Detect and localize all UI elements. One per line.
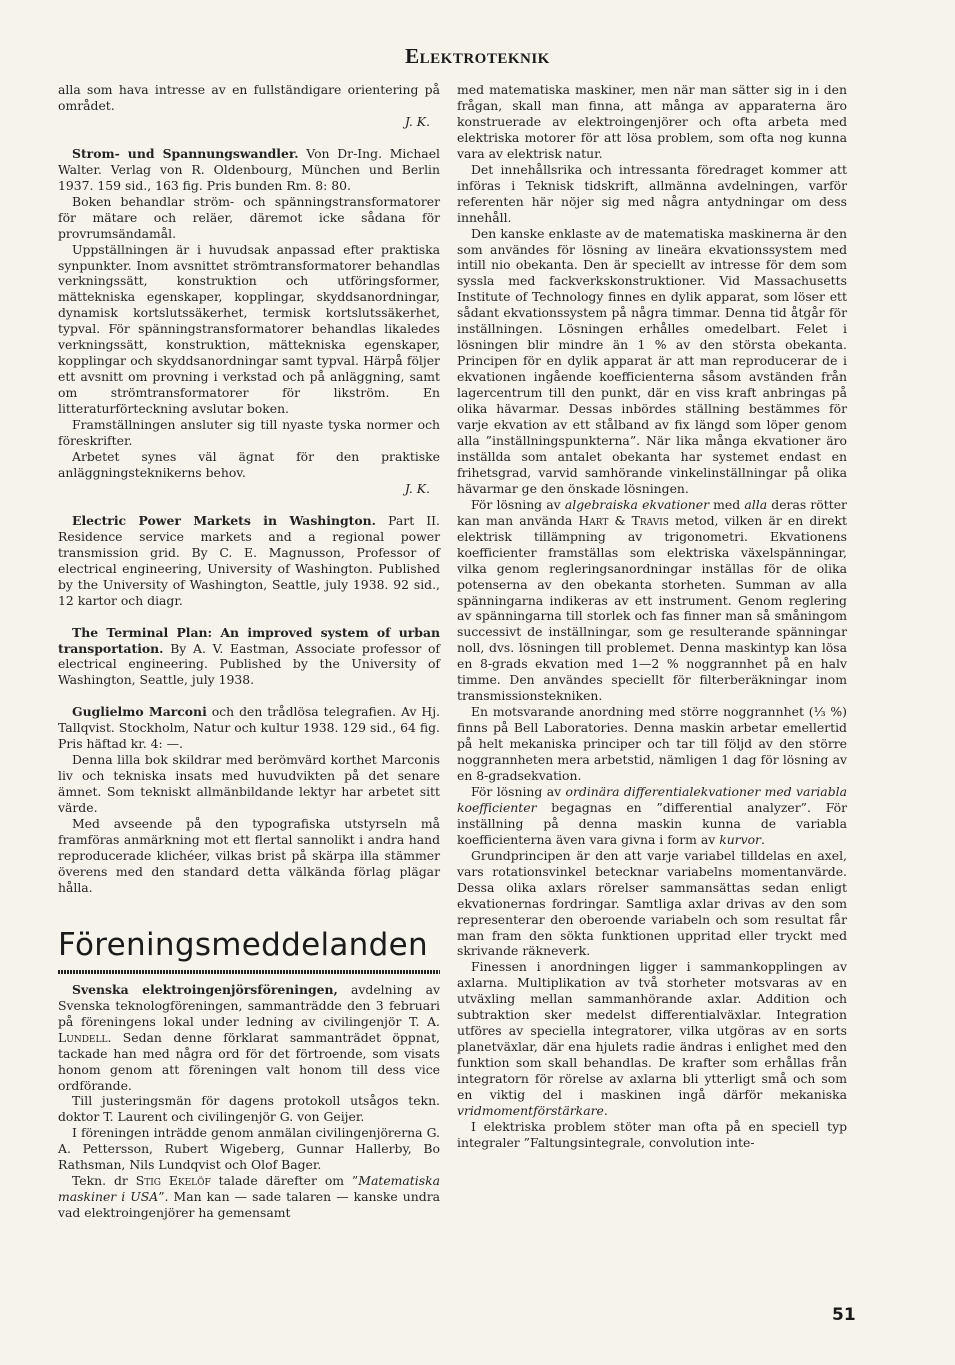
body-paragraph: Grundprincipen är den att varje variabel tilldelas en axel, vars rotationsvinkel betecknar variabelns momentanvärde. Dessa olika axlars rörelser sammansättas sedan enligt ekvationernas fordringar. Samtliga axlar drivas av den som representerar den oberoende variabeln och som resultat får man fram den sökta funktionen uppritad eller tryckt med skrivande räkneverk. — [457, 847, 847, 959]
meeting-paragraph: Svenska elektroingenjörsföreningen, avdelning av Svenska teknologföreningen, sammanträdde den 3 februari på föreningens lokal under ledning av civilingenjör T. A. Lundell. Sedan denne förklarat sammanträdet öppnat, tackade han med några ord för det förtroende, som visats honom genom att föreningen valt honom till dess vice ordförande. — [58, 981, 441, 1093]
review-strom-heading: Strom- und Spannungswandler. Von Dr-Ing. Michael Walter. Verlag von R. Oldenbourg, München und Berlin 1937. 159 sid., 163 fig. Pris bunden Rm. 8: 80. — [58, 145, 440, 193]
page-number: 51 — [832, 1305, 856, 1325]
intro-paragraph: alla som hava intresse av en fullständigare orientering på området. — [58, 82, 440, 113]
running-header: Elektroteknik — [405, 44, 550, 68]
body-paragraph: Finessen i anordningen ligger i sammankopplingen av axlarna. Multiplikation av två storheter motsvaras av en utväxling mellan sammanhörande axlar. Addition och subtraktion sker medelst differentialväxlar. Integration utföres av speciella integratorer, vilka utgöras av en sorts planetväxlar, där ena hjulets radie ändras i enlighet med den funktion som skall behandlas. De krafter som erhållas från integratorn för rörelse av axlarna bli ytterligt små och som en viktig del i maskinen ingå därför mekaniska vridmomentförstärkare. — [457, 959, 847, 1118]
body-paragraph: I elektriska problem stöter man ofta på en speciell typ integraler ”Faltungsintegrale, convolution inte- — [457, 1118, 847, 1150]
meeting-paragraph: Tekn. dr Stig Ekelöf talade därefter om ”Matematiska maskiner i USA”. Man kan — sade talaren — kanske undra vad elektroingenjörer ha gemensamt — [58, 1173, 441, 1221]
review-paragraph: Med avseende på den typografiska utstyrseln må framföras anmärkning mot ett flertal sannolikt i andra hand reproducerade klichéer, vilkas brist på skärpa illa stämmer överens med den standard detta välkända förlag plägar hålla. — [58, 816, 440, 895]
review-marconi-heading: Guglielmo Marconi och den trådlösa telegrafien. Av Hj. Tallqvist. Stockholm, Natur och kultur 1938. 129 sid., 64 fig. Pris häftad kr. 4: —. — [58, 704, 440, 752]
body-paragraph: med matematiska maskiner, men när man sätter sig in i den frågan, skall man finna, att många av apparaterna äro konstruerade av elektroingenjörer och ofta arbeta med elektriska motorer för att lösa problem, som ofta nog kunna vara av elektrisk natur. — [457, 82, 847, 161]
left-column — [58, 82, 440, 1221]
review-electric-power-heading: Electric Power Markets in Washington. Part II. Residence service markets and a regional power transmission grid. By C. E. Magnusson, Professor of electrical engineering, University of Washington. Published by the University of Washington, Seattle, july 1938. 92 sid., 12 kartor och diagr. — [58, 512, 440, 608]
body-paragraph: En motsvarande anordning med större noggrannhet (⅓ %) finns på Bell Laboratories. Denna maskin arbetar emellertid på helt mekaniska principer och tar till följd av den större noggrannheten mera arbetstid, nämligen 1 dag för lösning av en 8-gradsekvation. — [457, 704, 847, 783]
body-paragraph: För lösning av ordinära differentialekvationer med variabla koefficienter begagnas en ”differential analyzer”. För inställning på denna maskin kunna de variabla koefficienterna även vara givna i form av kurvor. — [457, 783, 847, 847]
body-paragraph: Det innehållsrika och intressanta föredraget kommer att införas i Teknisk tidskrift, allmänna avdelningen, varför referenten här nöjer sig med några antydningar om dess innehåll. — [457, 161, 847, 225]
review-paragraph: Uppställningen är i huvudsak anpassad efter praktiska synpunkter. Inom avsnittet strömtransformatorer behandlas verkningssätt, konstruktion och utföringsformer, mättekniska egenskaper, kopplingar, skyddsanordningar, dynamisk kortslutssäkerhet, termisk kortslutssäkerhet, typval. För spänningstransformatorer behandlas likaledes verkningssätt, konstruktion, mättekniska egenskaper, kopplingar och skyddsanordningar samt typval. Härpå följer ett avsnitt om provning i verkstad och på anläggning, samt om strömtransformatorer för likström. En litteraturförteckning avslutar boken. — [58, 241, 440, 417]
right-column — [457, 82, 847, 1151]
review-paragraph: Boken behandlar ström- och spänningstransformatorer för mätare och reläer, däremot icke sådana för provrumsändamål. — [58, 193, 440, 241]
signature: J. K. — [404, 480, 430, 496]
signature: J. K. — [404, 113, 430, 129]
body-paragraph: Den kanske enklaste av de matematiska maskinerna är den som användes för lösning av lineära ekvationssystem med intill nio obekanta. Den är speciellt av intresse för dem som syssla med fackverkskonstruktioner. Vid Massachusetts Institute of Technology finnes en dylik apparat, som löser ett sådant ekvationssystem på några timmar. Denna tid åtgår för inställningen. Lösningen erhålles omedelbart. Felet i lösningen blir mindre än 1 % av den största obekanta. Principen för en dylik apparat är att man reproducerar de i ekvationen ingående koefficienterna såsom avständen från lagercentrum till den punkt, där en viss kraft anbringas på olika hävarmar. Dessas inbördes ställning bestämmes för varje ekvation av ett stålband av fix längd som löper genom alla ”inställningspunkterna”. När lika många ekvationer äro inställda som antalet obekanta har systemet endast en frihetsgrad, varvid samhörande vinkelinställningar på olika hävarmar ge den önskade lösningen. — [457, 225, 847, 496]
meeting-paragraph: Till justeringsmän för dagens protokoll utsågos tekn. doktor T. Laurent och civilingenjör G. von Geijer. — [58, 1093, 440, 1125]
section-divider — [58, 970, 440, 974]
section-title: Föreningsmeddelanden — [58, 926, 428, 963]
review-paragraph: Denna lilla bok skildrar med berömvärd korthet Marconis liv och tekniska insats med huvudvikten på det senare ämnet. Som tekniskt allmänbildande lektyr har arbetet sitt värde. — [58, 752, 440, 816]
meeting-paragraph: I föreningen inträdde genom anmälan civilingenjörerna G. A. Pettersson, Rubert Wigeberg, Gunnar Hallerby, Bo Rathsman, Nils Lundqvist och Olof Bager. — [58, 1125, 440, 1173]
body-paragraph: För lösning av algebraiska ekvationer med alla deras rötter kan man använda Hart & Travis metod, vilken är en direkt elektrisk tillämpning av trigonometri. Ekvationens koefficienter framställas som elektriska växelspänningar, vilka genom regleringsanordningar inställas för de olika potenserna av den obekanta storheten. Summan av alla spänningarna indikeras av ett instrument. Genom reglering av spänningarna till storlek och fas finner man så småningom successivt de inställningar, som ge resulterande spänningar noll, dvs. lösningen till problemet. Denna maskintyp kan lösa en 8-grads ekvation med 1—2 % noggrannhet på en halv timme. Den användes speciellt för filterberäkningar inom transmissionstekniken. — [457, 496, 847, 704]
review-paragraph: Framställningen ansluter sig till nyaste tyska normer och föreskrifter. — [58, 417, 440, 449]
review-terminal-plan-heading: The Terminal Plan: An improved system of urban transportation. By A. V. Eastman, Associate professor of electrical engineering. Published by the University of Washington, Seattle, july 1938. — [58, 624, 440, 688]
review-paragraph: Arbetet synes väl ägnat för den praktiske anläggningsteknikerns behov. — [58, 448, 440, 480]
